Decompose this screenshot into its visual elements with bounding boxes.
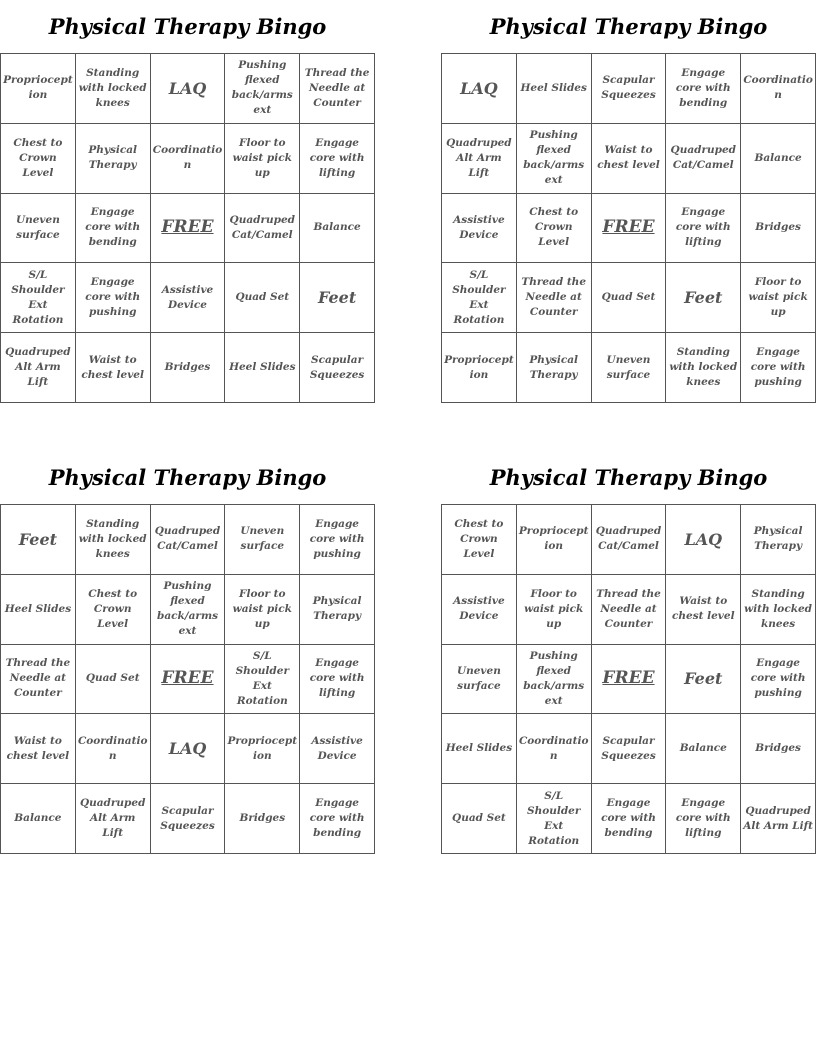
bingo-cell: Scapular Squeezes	[300, 333, 375, 403]
free-space-cell: FREE	[151, 645, 226, 715]
bingo-cell: Engage core with lifting	[300, 645, 375, 715]
bingo-cell: Physical Therapy	[300, 575, 375, 645]
bingo-cell: Standing with locked knees	[76, 505, 151, 575]
bingo-cell: Engage core with pushing	[300, 505, 375, 575]
bingo-cell: Quad Set	[76, 645, 151, 715]
bingo-cell: Floor to waist pick up	[225, 575, 300, 645]
bingo-cell: Uneven surface	[1, 194, 76, 264]
free-space-cell: FREE	[592, 194, 667, 264]
bingo-grid	[0, 53, 375, 403]
bingo-cell: S/L Shoulder Ext Rotation	[442, 263, 517, 333]
bingo-cell: Standing with locked knees	[741, 575, 816, 645]
bingo-cell: S/L Shoulder Ext Rotation	[225, 645, 300, 715]
bingo-cell: Quad Set	[442, 784, 517, 854]
bingo-cell: Coordination	[517, 714, 592, 784]
bingo-cell: Balance	[666, 714, 741, 784]
card-title: Physical Therapy Bingo	[489, 465, 768, 490]
bingo-cell: LAQ	[151, 54, 226, 124]
bingo-cell: Feet	[666, 645, 741, 715]
bingo-cell: Waist to chest level	[76, 333, 151, 403]
bingo-cell: Feet	[666, 263, 741, 333]
bingo-cell: Floor to waist pick up	[741, 263, 816, 333]
bingo-cell: Proprioception	[517, 505, 592, 575]
bingo-cell: Bridges	[741, 714, 816, 784]
bingo-cell: Standing with locked knees	[666, 333, 741, 403]
bingo-cell: Scapular Squeezes	[592, 714, 667, 784]
bingo-cell: Waist to chest level	[592, 124, 667, 194]
bingo-cell: Chest to Crown Level	[76, 575, 151, 645]
bingo-cell: Heel Slides	[1, 575, 76, 645]
bingo-cell: Quadruped Cat/Camel	[592, 505, 667, 575]
bingo-cell: Balance	[1, 784, 76, 854]
bingo-cell: Assistive Device	[300, 714, 375, 784]
bingo-cell: Balance	[741, 124, 816, 194]
bingo-cell: Feet	[1, 505, 76, 575]
bingo-cell: Engage core with lifting	[300, 124, 375, 194]
bingo-cell: Uneven surface	[225, 505, 300, 575]
bingo-grid	[0, 504, 375, 854]
bingo-cell: Bridges	[741, 194, 816, 264]
bingo-cell: Thread the Needle at Counter	[592, 575, 667, 645]
bingo-cell: Chest to Crown Level	[442, 505, 517, 575]
bingo-cell: Quadruped Alt Arm Lift	[741, 784, 816, 854]
bingo-cell: Feet	[300, 263, 375, 333]
bingo-cell: Physical Therapy	[741, 505, 816, 575]
bingo-cell: Waist to chest level	[1, 714, 76, 784]
bingo-cell: Engage core with pushing	[741, 645, 816, 715]
bingo-cell: Physical Therapy	[76, 124, 151, 194]
bingo-cell: Quadruped Alt Arm Lift	[76, 784, 151, 854]
bingo-cell: Pushing flexed back/arms ext	[225, 54, 300, 124]
bingo-cell: Pushing flexed back/arms ext	[517, 645, 592, 715]
bingo-cell: Balance	[300, 194, 375, 264]
bingo-cell: Engage core with lifting	[666, 194, 741, 264]
bingo-cell: Floor to waist pick up	[225, 124, 300, 194]
bingo-cell: Standing with locked knees	[76, 54, 151, 124]
bingo-cell: Coordination	[151, 124, 226, 194]
card-title: Physical Therapy Bingo	[48, 465, 327, 490]
bingo-cell: Engage core with bending	[76, 194, 151, 264]
bingo-cell: LAQ	[442, 54, 517, 124]
bingo-cell: Quadruped Cat/Camel	[666, 124, 741, 194]
bingo-cell: Engage core with bending	[592, 784, 667, 854]
bingo-cell: S/L Shoulder Ext Rotation	[1, 263, 76, 333]
bingo-cell: Engage core with lifting	[666, 784, 741, 854]
bingo-cell: Thread the Needle at Counter	[300, 54, 375, 124]
bingo-cell: Proprioception	[225, 714, 300, 784]
bingo-cell: Engage core with pushing	[741, 333, 816, 403]
card-title: Physical Therapy Bingo	[489, 14, 768, 39]
bingo-cell: Thread the Needle at Counter	[517, 263, 592, 333]
bingo-cell: Quadruped Alt Arm Lift	[442, 124, 517, 194]
bingo-cell: Thread the Needle at Counter	[1, 645, 76, 715]
bingo-cell: Waist to chest level	[666, 575, 741, 645]
bingo-cell: Chest to Crown Level	[517, 194, 592, 264]
bingo-cell: Bridges	[225, 784, 300, 854]
bingo-cell: Engage core with bending	[300, 784, 375, 854]
bingo-cell: Floor to waist pick up	[517, 575, 592, 645]
bingo-cell: Uneven surface	[442, 645, 517, 715]
bingo-cell: Engage core with pushing	[76, 263, 151, 333]
bingo-grid	[441, 504, 816, 854]
bingo-cell: Scapular Squeezes	[592, 54, 667, 124]
bingo-cell: S/L Shoulder Ext Rotation	[517, 784, 592, 854]
bingo-cell: Quadruped Cat/Camel	[225, 194, 300, 264]
free-space-cell: FREE	[592, 645, 667, 715]
bingo-cell: Physical Therapy	[517, 333, 592, 403]
card-title: Physical Therapy Bingo	[48, 14, 327, 39]
bingo-cell: Engage core with bending	[666, 54, 741, 124]
free-space-cell: FREE	[151, 194, 226, 264]
bingo-cell: LAQ	[151, 714, 226, 784]
bingo-cell: Bridges	[151, 333, 226, 403]
bingo-cell: Quadruped Alt Arm Lift	[1, 333, 76, 403]
bingo-cell: Quad Set	[225, 263, 300, 333]
bingo-cell: Heel Slides	[517, 54, 592, 124]
bingo-cell: Coordination	[741, 54, 816, 124]
bingo-cell: Proprioception	[442, 333, 517, 403]
bingo-cell: Pushing flexed back/arms ext	[517, 124, 592, 194]
bingo-cell: Assistive Device	[442, 575, 517, 645]
bingo-cell: Heel Slides	[442, 714, 517, 784]
bingo-cell: Quad Set	[592, 263, 667, 333]
bingo-cell: Pushing flexed back/arms ext	[151, 575, 226, 645]
bingo-cell: Proprioception	[1, 54, 76, 124]
bingo-cell: Assistive Device	[151, 263, 226, 333]
bingo-cell: Uneven surface	[592, 333, 667, 403]
bingo-cell: Quadruped Cat/Camel	[151, 505, 226, 575]
bingo-cell: Coordination	[76, 714, 151, 784]
bingo-grid	[441, 53, 816, 403]
bingo-cell: Scapular Squeezes	[151, 784, 226, 854]
bingo-cell: Assistive Device	[442, 194, 517, 264]
bingo-cell: Chest to Crown Level	[1, 124, 76, 194]
bingo-cell: Heel Slides	[225, 333, 300, 403]
bingo-cell: LAQ	[666, 505, 741, 575]
